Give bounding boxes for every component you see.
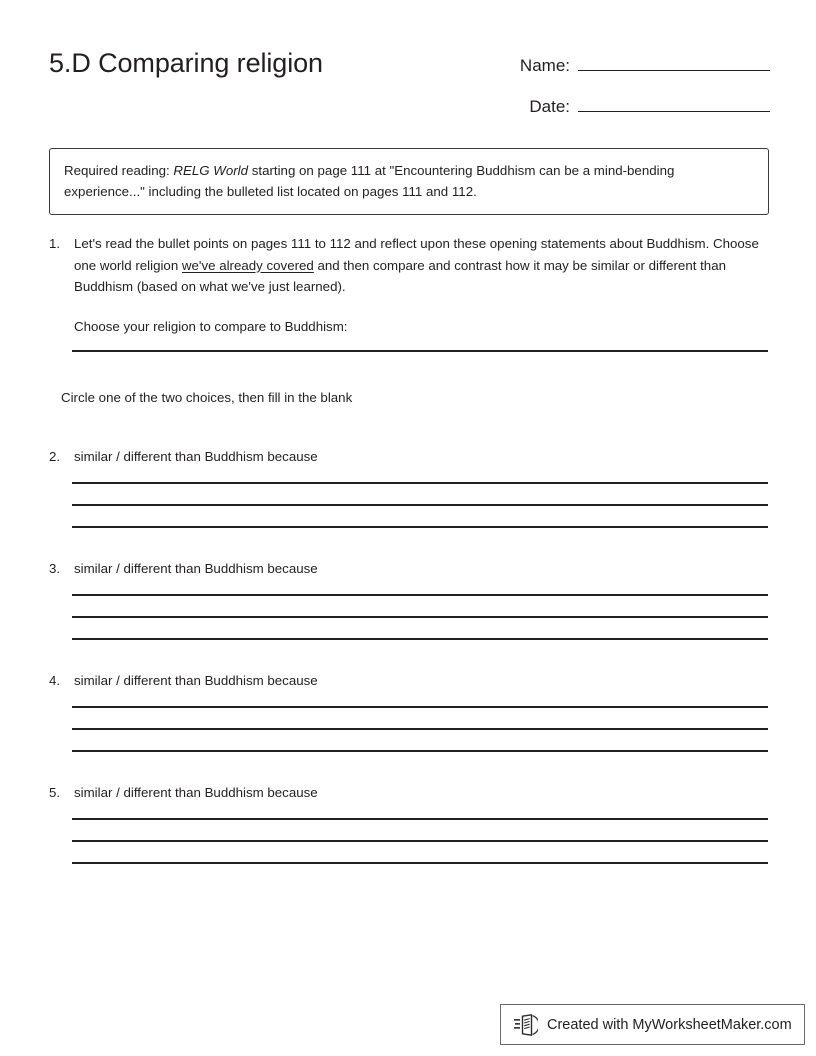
page-title: 5.D Comparing religion — [49, 48, 323, 78]
question-4-text[interactable]: similar / different than Buddhism because — [74, 673, 318, 688]
question-3-answer-line-1[interactable] — [72, 594, 768, 596]
question-3-answer-line-3[interactable] — [72, 638, 768, 640]
reading-suffix: starting on page 111 at "Encountering Buddhism can be a mind-bending experience..." including the bulleted list located on pages 111 and 112. — [64, 163, 675, 199]
question-3-row — [49, 558, 779, 580]
name-label: Name: — [519, 56, 570, 75]
question-4-answer-line-2[interactable] — [72, 728, 768, 730]
question-2-row — [49, 446, 779, 468]
question-1-underlined-phrase: we've already covered — [181, 257, 314, 273]
question-2-answer-line-3[interactable] — [72, 526, 768, 528]
question-4-answer-line-3[interactable] — [72, 750, 768, 752]
question-5-answer-line-3[interactable] — [72, 862, 768, 864]
question-2 — [49, 446, 779, 468]
question-3 — [49, 558, 779, 580]
religion-answer-line[interactable] — [72, 350, 768, 352]
question-1-text — [74, 233, 779, 298]
question-5-answer-line-2[interactable] — [72, 840, 768, 842]
date-input-line[interactable] — [578, 91, 770, 112]
question-3-answer-line-2[interactable] — [72, 616, 768, 618]
circle-instruction: Circle one of the two choices, then fill in the blank — [61, 390, 353, 405]
question-2-answer-line-2[interactable] — [72, 504, 768, 506]
question-2-answer-line-1[interactable] — [72, 482, 768, 484]
reading-prefix: Required reading: — [64, 163, 174, 178]
question-2-number: 2. — [49, 449, 61, 464]
question-5-number: 5. — [49, 785, 61, 800]
question-3-number: 3. — [49, 561, 61, 576]
question-5-row — [49, 782, 779, 804]
question-1-part-b: and then compare and contrast how it may be similar or different than Buddhism (based on what we've just learned). — [74, 257, 726, 295]
question-1-part-a: Let's read the bullet points on pages 111 to 112 and reflect upon these opening statements about Buddhism. Choose one world religion — [74, 236, 759, 273]
question-4 — [49, 670, 779, 692]
question-3-text[interactable]: similar / different than Buddhism because — [74, 561, 318, 576]
question-1-row — [49, 233, 779, 298]
footer-attribution-text: Created with MyWorksheetMaker.com — [547, 1016, 792, 1033]
question-5-answer-line-1[interactable] — [72, 818, 768, 820]
required-reading-box — [49, 148, 769, 215]
question-5-text[interactable]: similar / different than Buddhism because — [74, 785, 318, 800]
question-1-number: 1. — [49, 236, 61, 251]
question-4-row — [49, 670, 779, 692]
question-4-number: 4. — [49, 673, 61, 688]
reading-book-title: RELG World — [173, 163, 249, 178]
name-input-line[interactable] — [578, 50, 770, 71]
name-field-row — [470, 50, 770, 76]
question-4-answer-line-1[interactable] — [72, 706, 768, 708]
question-1-subprompt: Choose your religion to compare to Buddhism: — [74, 318, 348, 334]
date-label: Date: — [529, 97, 570, 116]
question-1 — [49, 233, 779, 337]
question-2-text[interactable]: similar / different than Buddhism because — [74, 449, 318, 464]
name-date-block — [470, 50, 770, 132]
footer-attribution-badge[interactable] — [500, 1004, 805, 1045]
worksheet-maker-logo-icon — [514, 1014, 538, 1036]
question-5 — [49, 782, 779, 804]
date-field-row — [470, 91, 770, 117]
